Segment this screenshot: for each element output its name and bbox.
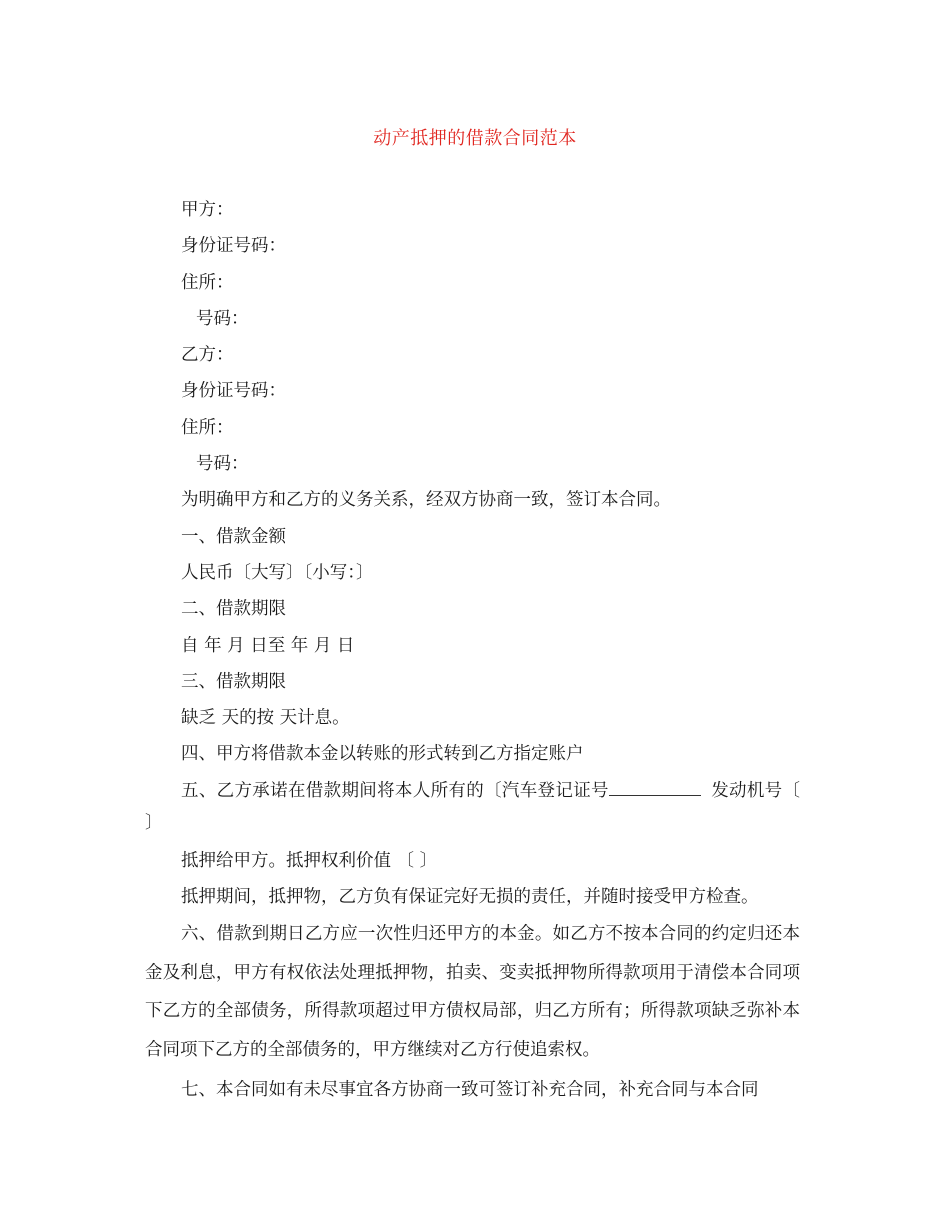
section-2-period: 自 年 月 日至 年 月 日 — [181, 635, 355, 656]
party-a-line: 甲方： — [181, 200, 234, 220]
section-1-amount: 人民币〔大写〕〔小写：〕 — [181, 562, 374, 583]
section-5-text-part2: 发动机号〔 〕 — [145, 780, 801, 833]
document-title: 动产抵押的借款合同范本 — [373, 128, 577, 149]
section-7-paragraph: 七、本合同如有未尽事宜各方协商一致可签订补充合同，补充合同与本合同 — [181, 1080, 759, 1101]
party-a-phone-line: 号码： — [196, 308, 249, 329]
registration-number-blank — [609, 777, 701, 796]
party-a-address-line: 住所： — [181, 272, 234, 293]
party-b-address-line: 住所： — [181, 417, 234, 438]
party-b-line: 乙方： — [181, 345, 234, 366]
section-2-heading: 二、借款期限 — [181, 599, 286, 620]
section-1-heading: 一、借款金额 — [181, 526, 286, 547]
document-body — [145, 192, 800, 1110]
section-3-heading: 三、借款期限 — [181, 671, 286, 692]
section-5-mortgage-line: 抵押给甲方。抵押权利价值 〔 〕 — [181, 850, 438, 871]
party-a-id-line: 身份证号码： — [181, 236, 286, 257]
section-4-line: 四、甲方将借款本金以转账的形式转到乙方指定账户 — [181, 744, 584, 765]
section-6-paragraph: 六、借款到期日乙方应一次性归还甲方的本金。如乙方不按本合同的约定归还本金及利息，甲方有权依法处理抵押物，拍卖、变卖抵押物所得款项用于清偿本合同项下乙方的全部债务，所得款项超过甲方债权局部，归乙方所有；所得款项缺乏弥补本合同项下乙方的全部债务的，甲方继续对乙方行使追索权。 — [145, 924, 800, 1060]
section-5-paragraph — [145, 773, 800, 839]
section-3-interest: 缺乏 天的按 天计息。 — [181, 708, 350, 729]
section-5-text-part1: 五、乙方承诺在借款期间将本人所有的〔汽车登记证号 — [181, 780, 609, 801]
intro-line: 为明确甲方和乙方的义务关系，经双方协商一致，签订本合同。 — [181, 490, 671, 511]
section-5-duty-line: 抵押期间，抵押物，乙方负有保证完好无损的责任，并随时接受甲方检查。 — [181, 887, 759, 908]
party-b-phone-line: 号码： — [196, 454, 249, 475]
party-b-id-line: 身份证号码： — [181, 381, 286, 402]
